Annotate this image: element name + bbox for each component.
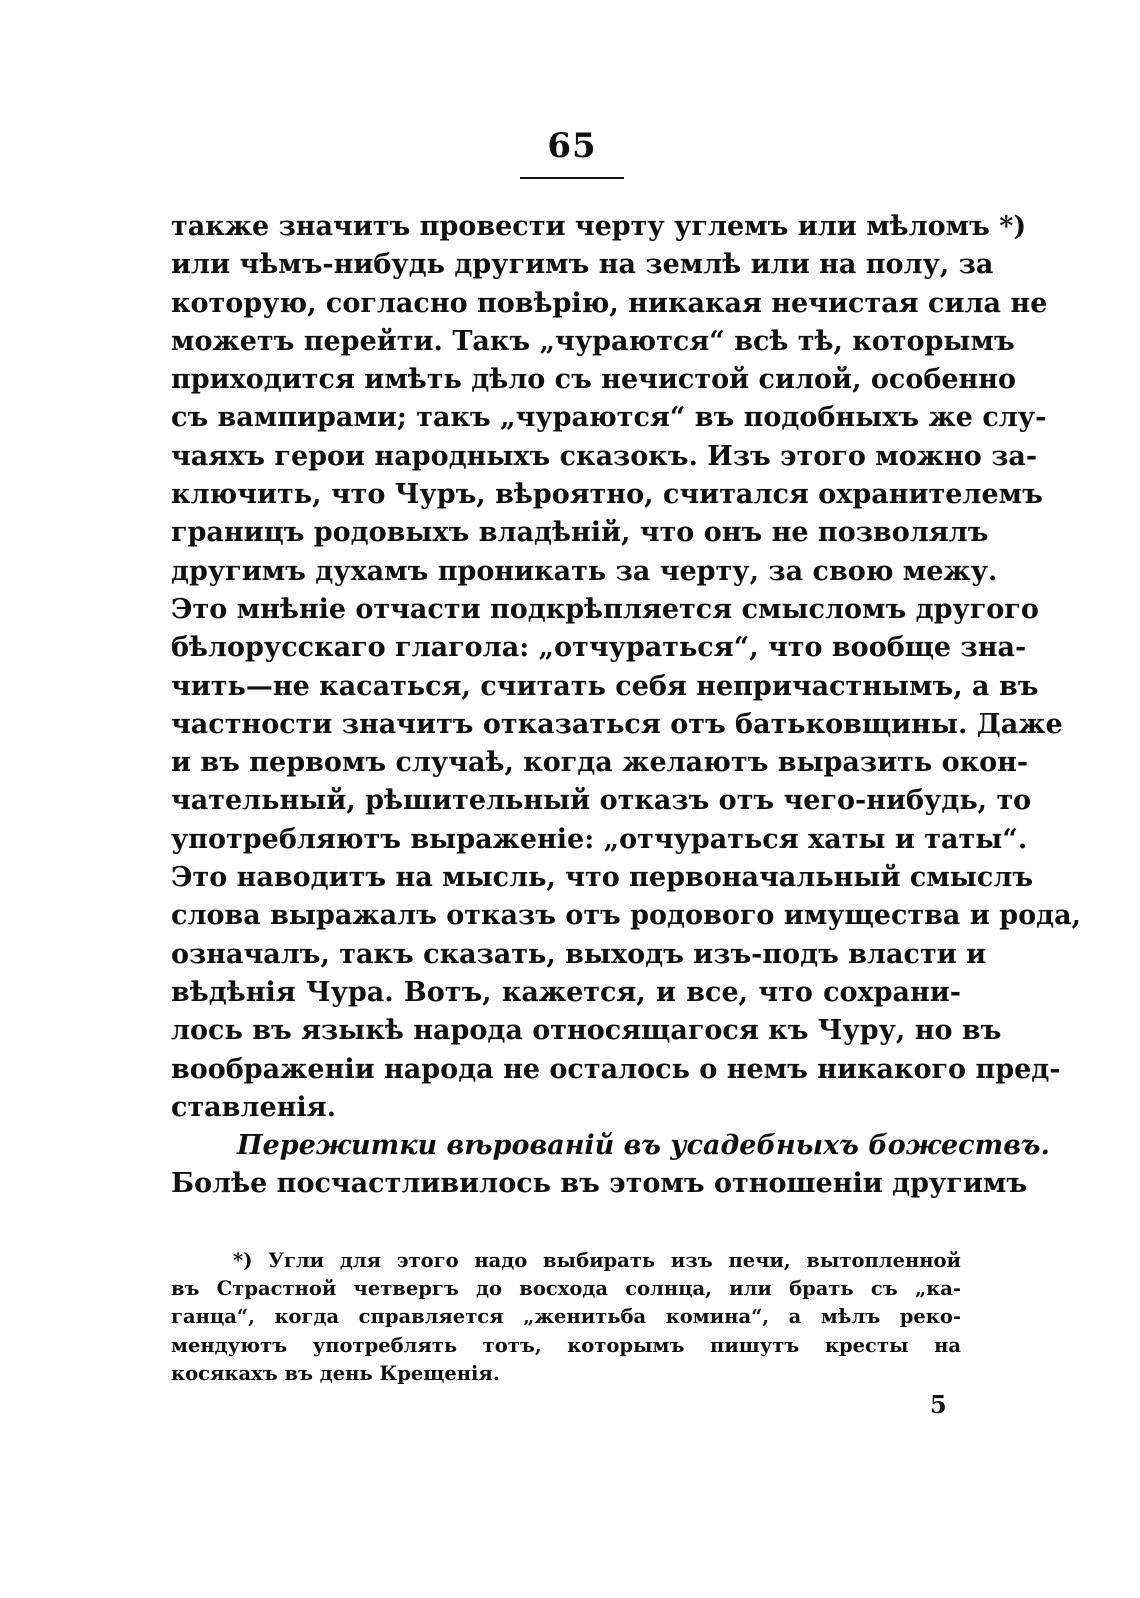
page-number-rule <box>520 177 624 179</box>
text-line: ключить, что Чуръ, вѣроятно, считался охранителемъ <box>171 479 1043 511</box>
text-line: означалъ, такъ сказать, выходъ изъ-подъ власти и <box>171 938 987 970</box>
text-line: лось въ языкѣ народа относящагося къ Чуру, но въ <box>171 1015 1002 1047</box>
page-number: 65 <box>547 126 597 166</box>
text-line: также значитъ провести черту углемъ или мѣломъ *) <box>171 211 1027 242</box>
section-heading: Пережитки вѣрованій въ усадебныхъ божествъ. <box>237 1130 1050 1162</box>
text-line: приходится имѣть дѣло съ нечистой силой, особенно <box>171 364 1017 396</box>
body-text <box>171 208 1081 1204</box>
text-line: или чѣмъ-нибудь другимъ на землѣ или на полу, за <box>171 249 994 281</box>
text-line: другимъ духамъ проникать за черту, за свою межу. <box>171 555 998 587</box>
text-line: ставленія. <box>171 1091 337 1123</box>
text-line: слова выражалъ отказъ отъ родового имущества и рода, <box>171 900 1081 932</box>
text-line: Болѣе посчастливилось въ этомъ отношеніи другимъ <box>171 1168 1028 1200</box>
text-line: частности значитъ отказаться отъ батьковщины. Даже <box>171 708 1063 740</box>
footnote-line: въ Страстной четвергъ до восхода солнца, или брать съ „ка- <box>171 1277 961 1301</box>
text-line: чить—не касаться, считать себя непричастнымъ, а въ <box>171 670 1039 702</box>
text-line: употребляютъ выраженіе: „отчураться хаты и таты“. <box>171 823 1028 855</box>
text-line: чаяхъ герои народныхъ сказокъ. Изъ этого можно за- <box>171 440 1038 472</box>
footnote-line: *) Угли для этого надо выбирать изъ печи, вытопленной <box>233 1249 961 1272</box>
text-line: вѣдѣнія Чура. Вотъ, кажется, и все, что сохрани- <box>171 976 961 1008</box>
text-line: и въ первомъ случаѣ, когда желаютъ выразить окон- <box>171 747 1029 779</box>
text-line: съ вампирами; такъ „чураются“ въ подобныхъ же слу- <box>171 402 1047 434</box>
text-line: Это мнѣніе отчасти подкрѣпляется смысломъ другого <box>171 593 1039 625</box>
text-line: бѣлорусскаго глагола: „отчураться“, что вообще зна- <box>171 632 1027 664</box>
footnote-line: мендуютъ употреблять тотъ, которымъ пишутъ кресты на <box>171 1333 961 1357</box>
text-line: которую, согласно повѣрію, никакая нечистая сила не <box>171 287 1048 319</box>
text-line: Это наводитъ на мысль, что первоначальный смыслъ <box>171 862 1034 894</box>
footnote-line: ганца“, когда справляется „женитьба комина“, а мѣлъ реко- <box>171 1305 961 1329</box>
text-line: чательный, рѣшительный отказъ отъ чего-нибудь, то <box>171 785 1032 817</box>
text-line: воображеніи народа не осталось о немъ никакого пред- <box>171 1053 1061 1085</box>
text-line: границъ родовыхъ владѣній, что онъ не позволялъ <box>171 517 989 549</box>
text-line: можетъ перейти. Такъ „чураются“ всѣ тѣ, которымъ <box>171 325 1015 357</box>
footnote <box>171 1247 961 1388</box>
footnote-line: косякахъ въ день Крещенія. <box>171 1361 500 1385</box>
signature-mark: 5 <box>930 1390 947 1419</box>
